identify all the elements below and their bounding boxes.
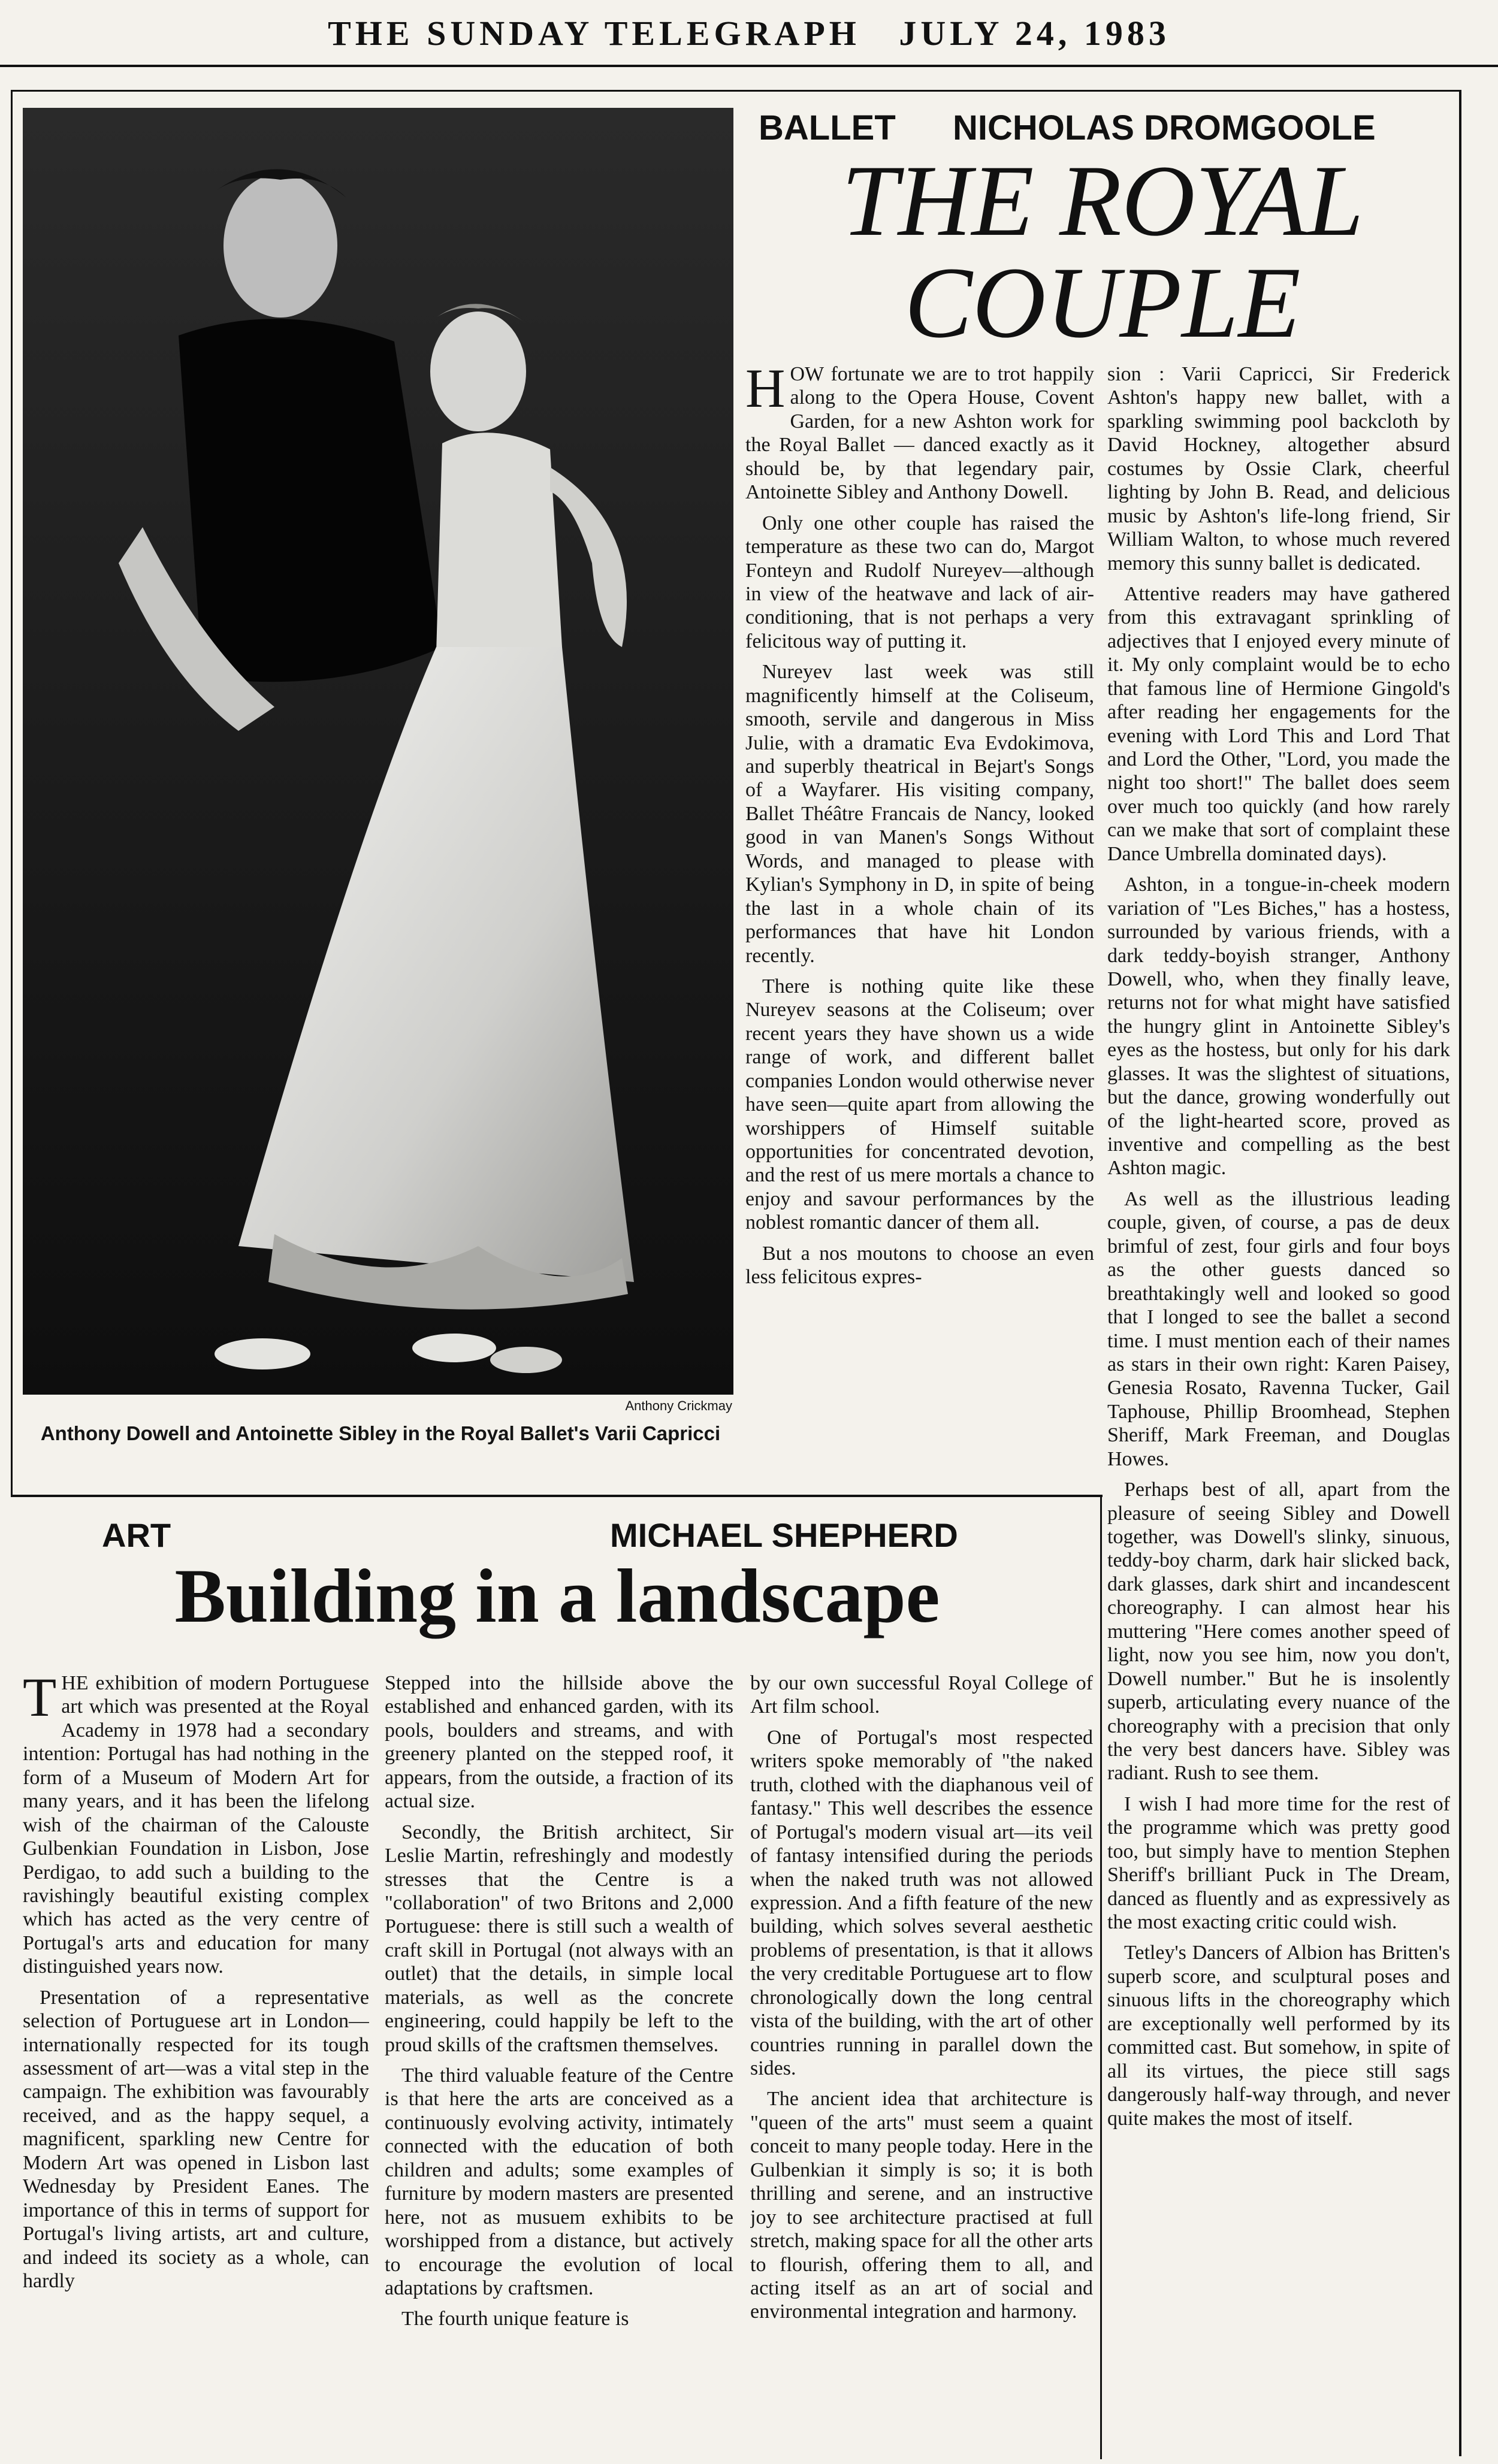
art-paragraph: by our own successful Royal College of Art film school. bbox=[750, 1672, 1093, 1718]
art-paragraph: Secondly, the British architect, Sir Leslie Martin, refreshingly and modestly stresses that the Centre is a "collaboration" of two Britons and 2,000 Portuguese: there is still such a wealth of craft skill in Portugal (not always with an outlet) that the details, in simple local materials, as well as the concrete engineering, could happily be left to the proud skills of the craftsmen themselves. bbox=[385, 1821, 733, 2056]
art-paragraph: One of Portugal's most respected writers spoke memorably of "the naked truth, clothed with the diaphanous veil of fantasy." This well describes the essence of Portugal's modern visual art—its veil of fantasy intensified during the periods when the naked truth was not allowed expression. And a fifth feature of the new building, which solves several aesthetic problems of presentation, is that it allows the very creditable Portuguese art to flow chronologically down the long central vista of the building, with the art of other countries running in parallel down the sides. bbox=[750, 1726, 1093, 2079]
art-paragraph: THE exhibition of modern Portuguese art which was presented at the Royal Academy in 1978 had a secondary intention: Portugal has had nothing in the form of a Museum of Modern Art for many years, and it has been the lifelong wish of the chairman of the Calouste Gulbenkian Foundation in Lisbon, Jose Perdigao, to add such a building to the ravishingly beautiful existing complex which has acted as the very centre of Portugal's arts and education for many distinguished years now. bbox=[23, 1671, 369, 1978]
ballet-section-label: BALLET bbox=[759, 108, 896, 147]
art-dropcap: T bbox=[23, 1671, 57, 1728]
art-column-2 bbox=[385, 1671, 733, 2456]
ballet-paragraph: Perhaps best of all, apart from the pleasure of seeing Sibley and Dowell together, was Dowell's slinky, sinuous, teddy-boy charm, dark hair slicked back, dark glasses, dark shirt and incandescent choreography. I can almost hear his muttering "Here comes another speed of light, now you see him, now you don't, Dowell number." But he is insolently superb, articulating every nuance of the choreography with a precision that only the very best dancers have. Sibley was radiant. Rush to see them. bbox=[1107, 1479, 1450, 1785]
art-paragraph: Stepped into the hillside above the established and enhanced garden, with its pools, boulders and streams, and with greenery planted on the stepped roof, it appears, from the outside, a fraction of its actual size. bbox=[385, 1672, 733, 1813]
art-column-3 bbox=[750, 1671, 1093, 2456]
dancers-image bbox=[23, 108, 733, 1395]
ballet-paragraph: I wish I had more time for the rest of the programme which was pretty good too, but simply have to mention Stephen Sheriff's brilliant Puck in The Dream, danced as fluently and as expressively as the most exacting critic could wish. bbox=[1107, 1792, 1450, 1933]
photo-credit: Anthony Crickmay bbox=[625, 1398, 732, 1413]
ballet-author: NICHOLAS DROMGOOLE bbox=[953, 108, 1376, 147]
ballet-paragraph: Attentive readers may have gathered from this extravagant sprinkling of adjectives that I enjoyed every minute of it. My only complaint would be to echo that famous line of Hermione Gingold's after reading her engagements for the evening with Lord This and Lord That and Lord the Other, "Lord, you made the night too short!" The ballet does seem over much too quickly (and how rarely can we make that sort of complaint these Dance Umbrella dominated days). bbox=[1107, 582, 1450, 865]
art-column-1 bbox=[23, 1671, 369, 2456]
ballet-box-right bbox=[1459, 90, 1461, 2456]
ballet-dropcap: H bbox=[745, 362, 786, 419]
art-box-top bbox=[11, 1495, 1103, 1497]
ballet-box-top bbox=[11, 90, 1461, 92]
photo-caption: Anthony Dowell and Antoinette Sibley in the Royal Ballet's Varii Capricci bbox=[40, 1422, 721, 1444]
art-box-right bbox=[1100, 1495, 1102, 2459]
ballet-paragraph: sion : Varii Capricci, Sir Frederick Ashton's happy new ballet, with a sparkling swimming pool backcloth by David Hockney, altogether absurd costumes by Ossie Clark, cheerful lighting by John B. Read, and delicious music by Ashton's life-long friend, Sir William Walton, to whose much revered memory this sunny ballet is dedicated. bbox=[1107, 363, 1450, 575]
ballet-column-1 bbox=[745, 362, 1094, 1489]
ballet-paragraph: Nureyev last week was still magnificently himself at the Coliseum, smooth, servile and dangerous in Miss Julie, with a dramatic Eva Evdokimova, and superbly theatrical in Bejart's Songs of a Wayfarer. His visiting company, Ballet Théâtre Francais de Nancy, looked good in van Manen's Songs Without Words, and managed to please with Kylian's Symphony in D, in spite of being the last in a whole chain of its performances that have hit London recently. bbox=[745, 661, 1094, 967]
ballet-paragraph: Tetley's Dancers of Albion has Britten's superb score, and sculptural poses and sinuous lifts in the choreography which are exceptionally well performed by its committed cast. But somehow, in spite of all its virtues, the piece still sags dangerously half-way through, and never quite makes the most of itself. bbox=[1107, 1942, 1450, 2130]
art-paragraph: Presentation of a representative selection of Portuguese art in London—internationally respected for its tough assessment of art—was a vital step in the campaign. The exhibition was favourably received, and as the happy sequel, a magnificent, sparkling new Centre for Modern Art was opened in Lisbon last Wednesday by President Eanes. The importance of this in terms of support for Portugal's living artists, art and culture, and indeed its society as a whole, can hardly bbox=[23, 1986, 369, 2292]
ballet-paragraph: Only one other couple has raised the temperature as these two can do, Margot Fonteyn and Rudolf Nureyev—although in view of the heatwave and lack of air-conditioning, that is not perhaps a very felicitous way of putting it. bbox=[745, 512, 1094, 652]
ballet-headline-2: COUPLE bbox=[904, 246, 1301, 359]
ballet-paragraph: Ashton, in a tongue-in-cheek modern variation of "Les Biches," has a hostess, surrounded by various friends, with a dark teddy-boyish stranger, Anthony Dowell, who, when they finally leave, returns not for what might have satisfied the hungry glint in Antoinette Sibley's eyes as the hostess, but only for his dark glasses. It was the slightest of situations, but the dance, growing wonderfully out of the light-hearted score, proved as inventive and compelling as the best Ashton magic. bbox=[1107, 873, 1450, 1180]
art-paragraph: The ancient idea that architecture is "queen of the arts" must seem a quaint conceit to many people today. Here in the Gulbenkian it simply is so; it is both thrilling and serene, and an instructive joy to see architecture practised at full stretch, making space for all the other arts to flourish, offering them to all, and acting itself as an art of social and environmental integration and harmony. bbox=[750, 2088, 1093, 2323]
art-paragraph: The third valuable feature of the Centre is that here the arts are conceived as a continuously evolving activity, intimately connected with the education of both children and adults; some examples of furniture by modern masters are presented here, not as musuem exhibits to be worshipped from a distance, but actively to encourage the evolution of local adaptations by craftsmen. bbox=[385, 2064, 733, 2299]
ballet-paragraph: As well as the illustrious leading couple, given, of course, a pas de deux brimful of zest, four girls and four boys as the other guests danced so breathtakingly well and looked so good that I longed to see the ballet a second time. I must mention each of their names as stars in their own right: Karen Paisey, Genesia Rosato, Ravenna Tucker, Gail Taphouse, Phillip Broomhead, Stephen Sheriff, Mark Freeman, and Douglas Howes. bbox=[1107, 1187, 1450, 1470]
ballet-photo bbox=[23, 108, 733, 1395]
ballet-paragraph: There is nothing quite like these Nureyev seasons at the Coliseum; over recent years they have shown us a wide range of work, and different ballet companies London would otherwise never have seen—quite apart from allowing the worshippers of Himself suitable opportunities for concentrated devotion, and the rest of us mere mortals a chance to enjoy and savour performances by the noblest romantic dancer of them all. bbox=[745, 975, 1094, 1234]
art-author: MICHAEL SHEPHERD bbox=[610, 1516, 958, 1554]
art-paragraph: The fourth unique feature is bbox=[401, 2308, 629, 2330]
art-section-label: ART bbox=[102, 1516, 171, 1554]
ballet-column-2 bbox=[1107, 362, 1450, 2453]
masthead: THE SUNDAY TELEGRAPH JULY 24, 1983 bbox=[328, 14, 1170, 53]
ballet-headline-1: THE ROYAL bbox=[841, 144, 1364, 257]
ballet-paragraph: But a nos moutons to choose an even less felicitous expres- bbox=[745, 1242, 1094, 1289]
masthead-rule bbox=[0, 65, 1498, 67]
art-headline: Building in a landscape bbox=[174, 1553, 940, 1638]
ballet-box-left bbox=[11, 90, 13, 1495]
ballet-paragraph: HOW fortunate we are to trot happily along to the Opera House, Covent Garden, for a new Ashton work for the Royal Ballet — danced exactly as it should be, by that legendary pair, Antoinette Sibley and Anthony Dowell. bbox=[745, 362, 1094, 504]
